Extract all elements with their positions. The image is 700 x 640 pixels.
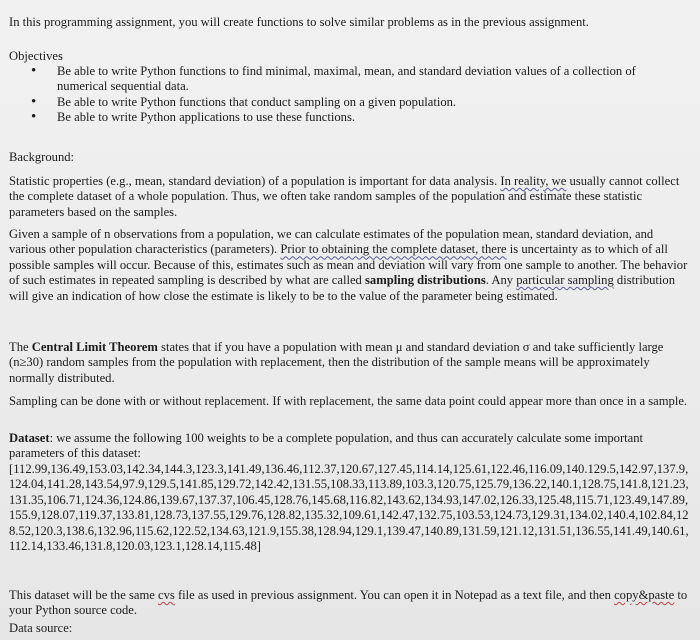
para2-text-cont: is uncertainty as to which of all possible samples will occur. Because of this, estimates such as mean and deviation will vary from one sample to another. The behavior of such estimates in repeated sampling is described by what are called	[9, 242, 688, 288]
csv-note-text-cont: file as used in previous assignment. You can open it in Notepad as a text file, and then	[174, 588, 615, 602]
objective-item: • Be able to write Python applications to use these functions.	[0, 110, 660, 125]
clt-paragraph	[9, 340, 690, 386]
data-source-label: Data source:	[9, 621, 73, 635]
copy-paste-spelling-mark: copy&paste	[614, 588, 675, 602]
dataset-paragraph	[9, 431, 690, 462]
dataset-label: Dataset	[9, 431, 50, 445]
para2-grammar-mark: Prior to obtaining the complete dataset, there	[280, 242, 507, 257]
objective-item: • Be able to write Python functions that conduct sampling on a given population.	[0, 95, 660, 110]
csv-note-text-end: to your Python source code.	[9, 588, 688, 618]
para1-grammar-mark: In reality, we	[500, 174, 567, 188]
para2-text-end: distribution will give an indication of how close the estimate is likely to be to the value of the parameter being estimated.	[9, 273, 676, 303]
intro-paragraph: In this programming assignment, you will create functions to solve similar problems as in the previous assignment.	[9, 15, 589, 29]
background-paragraph-1	[9, 174, 690, 220]
para1-text-cont: usually cannot collect the complete dataset of a whole population. Thus, we often take random samples of the population and estimate these statistic parameters based on the samples.	[9, 174, 680, 219]
objectives-heading: Objectives	[9, 49, 63, 63]
para2-text-cont2: . Any	[485, 273, 517, 288]
csv-note-paragraph	[9, 588, 690, 619]
dataset-text: : we assume the following 100 weights to be a complete population, and thus can accurately calculate some important parameters of this dataset:	[9, 431, 644, 461]
clt-term: Central Limit Theorem	[31, 340, 158, 354]
sampling-distributions-term: sampling distributions	[365, 273, 486, 288]
para1-text: Statistic properties (e.g., mean, standard deviation) of a population is important for data analysis.	[9, 174, 501, 188]
sampling-paragraph: Sampling can be done with or without replacement. If with replacement, the same data point could appear more than once in a sample.	[9, 394, 688, 408]
objectives-list	[0, 64, 660, 126]
csv-spelling-mark: cvs	[158, 588, 175, 602]
background-heading: Background:	[9, 150, 75, 164]
objective-item: • Be able to write Python functions to find minimal, maximal, mean, and standard deviation values of a collection of numerical sequential data.	[0, 64, 660, 95]
para2-text: Given a sample of n observations from a population, we can calculate estimates of the population mean, standard deviation, and various other population characteristics (parameters).	[9, 227, 654, 257]
clt-text: states that if you have a population with mean μ and standard deviation σ and take sufficiently large (n≥30) random samples from the population with replacement, then the distribution of the sample means will be approximately normally distributed.	[9, 340, 664, 385]
para2-grammar-mark-2: particular sampling	[516, 273, 614, 288]
clt-pre: The	[9, 340, 32, 354]
csv-note-text: This dataset will be the same	[9, 588, 158, 602]
background-paragraph-2	[9, 227, 690, 304]
dataset-values: [112.99,136.49,153.03,142.34,144.3,123.3,141.49,136.46,112.37,120.67,127.45,114.14,125.61,122.46,116.09,140.129.5,142.97,137.9,124.04,141.28,143.54,97.9,129.5,141.85,129.72,142.42,131.55,108.33,113.89,103.3,120.75,125.79,136.22,140.1,128.75,141.8,121.23,131.35,106.71,124.36,124.86,139.67,137.37,106.45,128.76,145.68,116.82,143.62,134.93,147.02,126.33,125.48,115.71,123.49,147.89,155.9,128.07,119.37,133.81,128.73,137.55,129.76,128.82,135.32,109.61,142.47,132.75,103.53,124.73,129.31,134.02,140.4,102.84,128.52,120.3,138.6,132.96,115.62,122.52,134.63,121.9,155.38,128.94,129.1,139.47,140.89,131.59,121.12,131.51,136.55,141.49,140.61,112.14,133.46,131.8,120.03,123.1,128.14,115.48]	[9, 462, 689, 554]
